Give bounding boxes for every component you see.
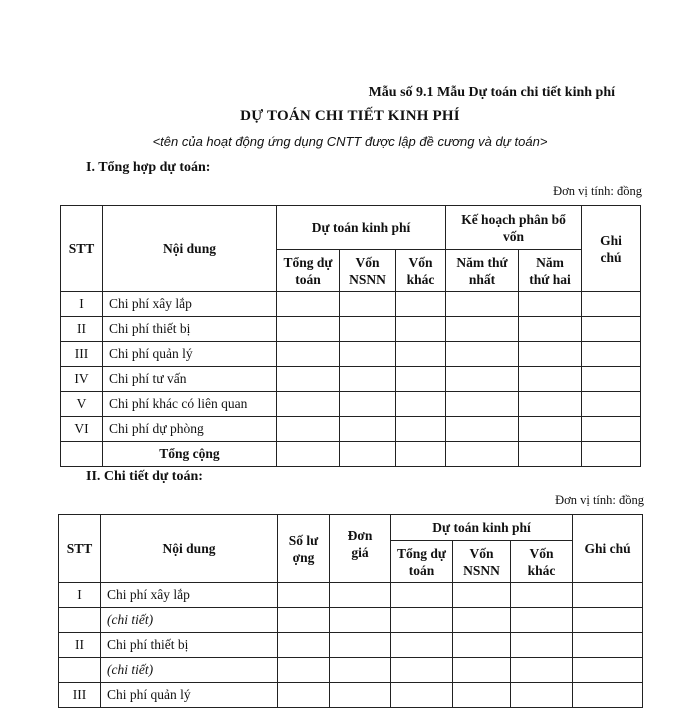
section-1-unit: Đơn vị tính: đồng (553, 184, 642, 198)
header-von-nsnn: Vốn NSNN (340, 250, 396, 292)
document-title: DỰ TOÁN CHI TIẾT KINH PHÍ (240, 108, 460, 124)
header-stt: STT (61, 206, 103, 292)
header-ke-hoach: Kế hoạch phân bổ vốn (446, 206, 582, 250)
header-stt: STT (59, 515, 101, 583)
document-subtitle: <tên của hoạt động ứng dụng CNTT được lập đề cương và dự toán> (152, 134, 548, 149)
summary-table (60, 205, 641, 467)
header-du-toan: Dự toán kinh phí (277, 206, 446, 250)
header-nam-thu-nhat: Năm thứ nhất (446, 250, 519, 292)
header-von-khac: Vốn khác (511, 541, 573, 583)
section-2-heading: II. Chi tiết dự toán: (86, 469, 203, 484)
table-row: V Chi phí khác có liên quan (61, 392, 641, 417)
header-don-gia: Đơn giá (330, 515, 391, 583)
table-row: IV Chi phí tư vấn (61, 367, 641, 392)
table-row: I Chi phí xây lắp (61, 292, 641, 317)
header-ghi-chu: Ghi chú (582, 206, 641, 292)
table-row: III Chi phí quản lý (59, 683, 643, 708)
header-von-khac: Vốn khác (396, 250, 446, 292)
table-row: (chi tiết) (59, 658, 643, 683)
section-2-unit: Đơn vị tính: đồng (555, 493, 644, 507)
table-row: II Chi phí thiết bị (61, 317, 641, 342)
header-tong-du-toan: Tổng dự toán (391, 541, 453, 583)
form-number: Mẫu số 9.1 Mẫu Dự toán chi tiết kinh phí (368, 85, 615, 100)
table-row: I Chi phí xây lắp (59, 583, 643, 608)
section-1-heading: I. Tổng hợp dự toán: (86, 160, 211, 175)
table-row: II Chi phí thiết bị (59, 633, 643, 658)
header-du-toan: Dự toán kinh phí (391, 515, 573, 541)
table-row: (chi tiết) (59, 608, 643, 633)
header-tong-du-toan: Tổng dự toán (277, 250, 340, 292)
total-row (61, 442, 641, 467)
total-label: Tổng cộng (103, 442, 277, 467)
header-noi-dung: Nội dung (103, 206, 277, 292)
header-nam-thu-hai: Năm thứ hai (519, 250, 582, 292)
detail-table (58, 514, 643, 708)
header-von-nsnn: Vốn NSNN (453, 541, 511, 583)
table-row: III Chi phí quản lý (61, 342, 641, 367)
header-noi-dung: Nội dung (101, 515, 278, 583)
header-ghi-chu: Ghi chú (573, 515, 643, 583)
header-so-luong: Số lượng (278, 515, 330, 583)
table-row: VI Chi phí dự phòng (61, 417, 641, 442)
